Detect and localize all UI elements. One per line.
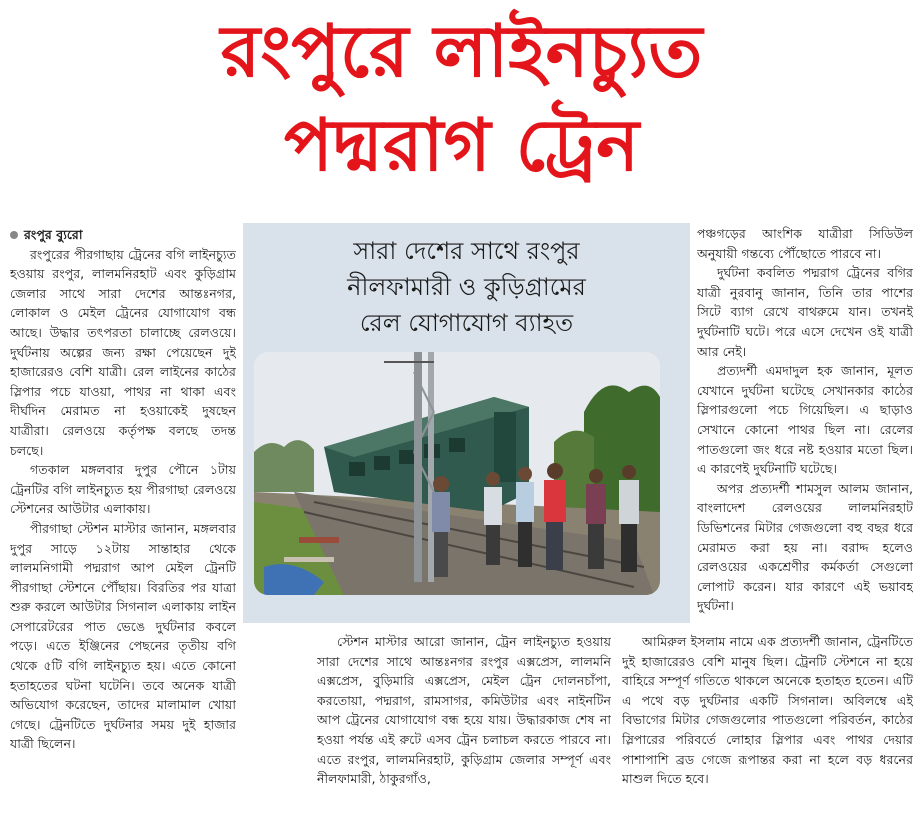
bullet-icon: [10, 231, 18, 239]
box-title: [243, 233, 690, 341]
derailment-photo: [254, 352, 660, 595]
article-column-3-lower: [622, 632, 913, 818]
article-column-1: [10, 225, 236, 817]
headline: [0, 4, 923, 192]
byline: [10, 225, 236, 245]
article-column-2-lower: [317, 632, 611, 818]
box-title-line-2: নীলফামারী ও কুড়িগ্রামের: [347, 273, 586, 301]
headline-line-1: রংপুরে লাইনচ্যুত: [220, 9, 703, 93]
paragraph: দুর্ঘটনা কবলিত পদ্মরাগ ট্রেনের বগির যাত্রী নুরবানু জানান, তিনি তার পাশের সিটে ব্যাগ রেখে বাথরুমে যান। তখনই দুর্ঘটনাটি ঘটে। পরে এসে দেখেন ওই যাত্রী আর নেই।: [697, 265, 913, 359]
paragraph: আমিরুল ইসলাম নামে এক প্রত্যদর্শী জানান, ট্রেনটিতে দুই হাজারেরও বেশি মানুষ ছিল। ট্রেনটি স্টেশনে না হয়ে বাহিরে সম্পূর্ণ গতিতে থাকলে অনেকে হতাহত হতেন। এটি এ পথে বড় দুর্ঘটনার একটি সিগনাল। অবিলম্বে এই বিভাগের মিটার গেজগুলোর পাতগুলো পরিবর্তন, কাঠের স্লিপারের পরিবর্তে লোহার স্লিপার এবং পাথর দেয়ার পাশাপাশি ব্রড গেজে রূপান্তর করা না হলে বড় ধরনের মাশুল দিতে হবে।: [622, 634, 913, 787]
paragraph: পঞ্চগড়ের আংশিক যাত্রীরা সিডিউল অনুযায়ী গন্তব্যে পৌঁছোতে পারবে না।: [697, 226, 913, 261]
article-column-3: [697, 224, 913, 622]
box-title-line-3: রেল যোগাযোগ ব্যাহত: [359, 309, 574, 337]
headline-line-2: পদ্মরাগ ট্রেন: [283, 103, 640, 187]
paragraph: স্টেশন মাস্টার আরো জানান, ট্রেন লাইনচ্যুত হওয়ায় সারা দেশের সাথে আন্তঃনগর রংপুর এক্সপ্রেস, লালমনি এক্সপ্রেস, বুড়িমারি এক্সপ্রেস, মেইল ট্রেন দোলনচাঁপা, করতোয়া, পদ্মরাগ, রামসাগর, কমিউটার এবং নাইনটিন আপ ট্রেনের যোগাযোগ বন্ধ হয়ে যায়। উদ্ধারকাজ শেষ না হওয়া পর্যন্ত এই রুটে এসব ট্রেন চলাচল করতে পারবে না। এতে রংপুর, লালমনিরহাট, কুড়িগ্রাম জেলার সম্পূর্ণ এবং নীলফামারী, ঠাকুরগাঁও,: [317, 634, 611, 787]
paragraph: অপর প্রত্যদর্শী শামসুল আলম জানান, বাংলাদেশ রেলওয়ের লালমনিরহাট ডিভিশনের মিটার গেজগুলো বহু বছর ধরে মেরামত করা হয় না। বরাদ্দ হলেও রেলওয়ের একশ্রেণীর কর্মকর্তা সেগুলো লোপাট করেন। যার কারণে এই ভয়াবহ দুর্ঘটনা।: [697, 480, 913, 614]
paragraph: প্রত্যদর্শী এমদাদুল হক জানান, মূলত যেখানে দুর্ঘটনা ঘটেছে সেখানকার কাঠের স্লিপারগুলো পচে গিয়েছিল। এ ছাড়াও সেখানে কোনো পাথর ছিল না। রেলের পাতগুলো জং ধরে নষ্ট হওয়ার মতো ছিল। এ কারণেই দুর্ঘটনাটি ঘটেছে।: [697, 363, 913, 477]
paragraph: রংপুরের পীরগাছায় ট্রেনের বগি লাইনচ্যুত হওয়ায় রংপুর, লালমনিরহাট এবং কুড়িগ্রাম জেলার সাথে সারা দেশের আন্তঃনগর, লোকাল ও মেইল ট্রেনের যোগাযোগ বন্ধ আছে। উদ্ধার তৎপরতা চালাচ্ছে রেলওয়ে। দুর্ঘটনায় অল্পের জন্য রক্ষা পেয়েছেন দুই হাজারেরও বেশি যাত্রী। রেল লাইনের কাঠের স্লিপার পচে যাওয়া, পাথর না থাকা এবং দীর্ঘদিন মেরামত না হওয়াকেই দুষছেন যাত্রীরা। রেলওয়ে কর্তৃপক্ষ বলছে তদন্ত চলছে।: [10, 246, 236, 458]
paragraph: গতকাল মঙ্গলবার দুপুর পৌনে ১টায় ট্রেনটির বগি লাইনচ্যুত হয় পীরগাছা রেলওয়ে স্টেশনের আউটার এলাকায়।: [10, 462, 236, 517]
paragraph: পীরগাছা স্টেশন মাস্টার জানান, মঙ্গলবার দুপুর সাড়ে ১২টায় সান্তাহার থেকে লালমনিগামী পদ্মরাগ আপ মেইল ট্রেনটি পীরগাছা স্টেশনে পৌঁছায়। বিরতির পর যাত্রা শুরু করলে আউটার সিগনাল এলাকায় লাইন সেপারেটরের পাত ভেঙে দুর্ঘটনার কবলে পড়ে। এতে ইঞ্জিনের পেছনের তৃতীয় বগি থেকে ৫টি বগি লাইনচ্যুত হয়। এতে কোনো হতাহতের ঘটনা ঘটেনি। তবে অনেক যাত্রী অভিযোগ করেছেন, তাদের মালামাল খোয়া গেছে। ট্রেনটিতে দুর্ঘটনার সময় দুই হাজার যাত্রী ছিলেন।: [10, 520, 236, 752]
byline-text: রংপুর ব্যুরো: [24, 227, 83, 242]
box-title-line-1: সারা দেশের সাথে রংপুর: [353, 237, 580, 265]
photo-illustration: [254, 352, 660, 595]
